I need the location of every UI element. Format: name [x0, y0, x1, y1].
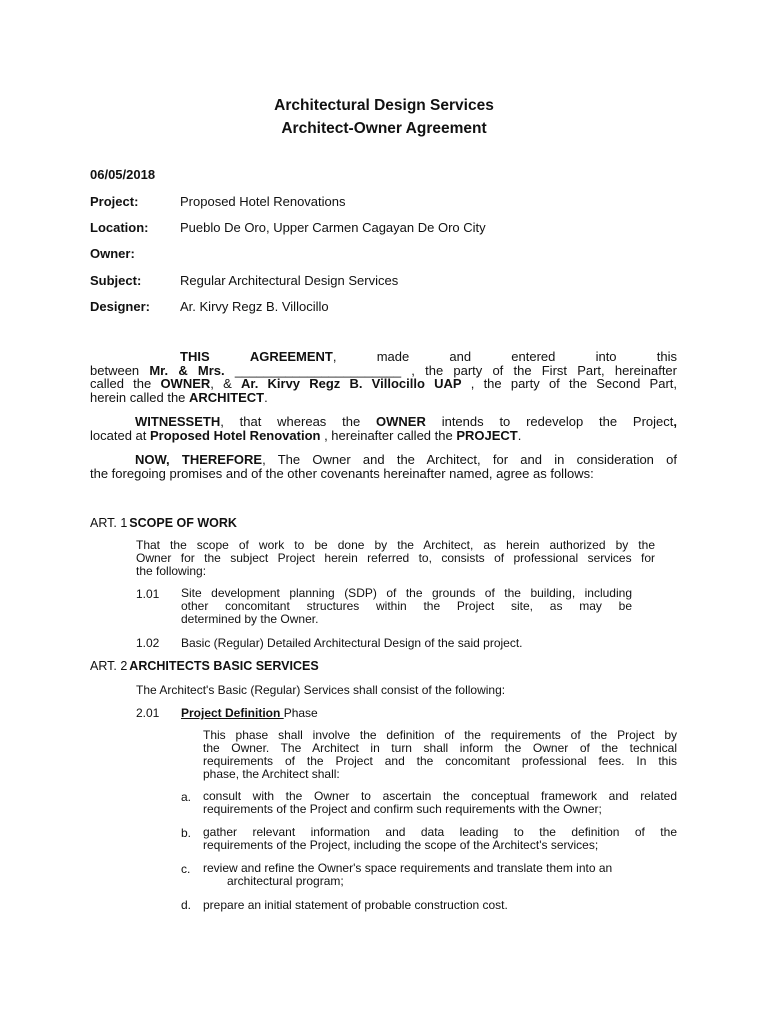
word-entered: entered — [511, 349, 556, 364]
field-value-location: Pueblo De Oro, Upper Carmen Cagayan De Oro City — [180, 220, 486, 235]
therefore-line-1 — [90, 453, 677, 467]
word-made: made — [376, 349, 410, 364]
therefore-paragraph — [90, 453, 677, 480]
project-keyword: PROJECT — [456, 427, 518, 443]
document-title: Architectural Design Services — [274, 97, 494, 114]
field-label-designer: Designer: — [90, 299, 150, 314]
project-name: Proposed Hotel Renovation — [150, 427, 321, 443]
field-label-owner: Owner: — [90, 246, 135, 261]
architect-keyword: ARCHITECT — [189, 389, 265, 405]
text-line: requirements of the Project, including the scope of the Architect's services; — [203, 838, 599, 852]
text-run: , that whereas the — [220, 414, 377, 429]
text-run: between — [90, 362, 150, 378]
text-line: gather relevant information and data leading to the definition of the — [203, 825, 677, 839]
text-line: Site development planning (SDP) of the grounds of the building, including — [181, 586, 632, 600]
list-item-d: prepare an initial statement of probable construction cost. — [203, 898, 508, 912]
agreement-date: 06/05/2018 — [90, 167, 156, 182]
agreement-line-2 — [90, 364, 677, 378]
art1-item-1 — [181, 587, 632, 626]
text-run: . — [517, 427, 522, 443]
text-line: determined by the Owner. — [181, 612, 319, 626]
client-title: Mr. & Mrs. — [149, 362, 225, 378]
field-label-subject: Subject: — [90, 273, 142, 288]
project-definition-intro — [203, 729, 677, 781]
article-number: ART. 1 — [90, 516, 128, 530]
item-number: 2.01 — [136, 706, 160, 720]
witnesseth-line-2 — [90, 429, 677, 443]
text-line: consult with the Owner to ascertain the conceptual framework and related — [203, 789, 677, 803]
witnesseth-line-1 — [90, 415, 677, 429]
field-label-project: Project: — [90, 194, 139, 209]
this-keyword: THIS — [180, 349, 210, 364]
text-line: phase, the Architect shall: — [203, 767, 340, 781]
text-run: herein called the — [90, 389, 190, 405]
document-subtitle: Architect-Owner Agreement — [281, 120, 487, 137]
field-value-subject: Regular Architectural Design Services — [180, 273, 399, 288]
text-run: , The Owner and the Architect, for and in consideration of — [262, 452, 678, 467]
list-item-c — [203, 862, 677, 888]
text-run: _______________________ , the party of the First Part, hereinafter — [224, 362, 677, 378]
list-item-b — [203, 826, 677, 852]
witnesseth-keyword: WITNESSETH — [135, 414, 221, 429]
agreement-line-1 — [90, 350, 677, 364]
word-into: into — [595, 349, 617, 364]
list-letter: b. — [181, 826, 192, 840]
text-run: , hereinafter called the — [320, 427, 457, 443]
article-title: ARCHITECTS BASIC SERVICES — [129, 659, 319, 673]
phase-title: Project Definition — [181, 706, 284, 720]
item-number: 1.01 — [136, 587, 160, 601]
list-letter: a. — [181, 790, 192, 804]
field-value-project: Proposed Hotel Renovations — [180, 194, 346, 209]
text-line: This phase shall involve the definition of the requirements of the Project by — [203, 728, 677, 742]
agreement-line-4 — [90, 391, 677, 405]
list-letter: d. — [181, 898, 192, 912]
therefore-line-2: the foregoing promises and of the other covenants hereinafter named, agree as follows: — [90, 465, 594, 481]
text-run: , the party of the Second Part, — [461, 376, 677, 391]
project-definition-heading — [181, 706, 318, 720]
art1-item-2: Basic (Regular) Detailed Architectural Design of the said project. — [181, 636, 523, 650]
field-value-designer: Ar. Kirvy Regz B. Villocillo — [180, 299, 329, 314]
word-and: and — [449, 349, 472, 364]
comma: , — [332, 349, 337, 364]
art1-heading — [90, 516, 237, 530]
witnesseth-paragraph — [90, 415, 677, 442]
owner-keyword: OWNER — [376, 414, 426, 429]
item-number: 1.02 — [136, 636, 160, 650]
text-line: the following: — [136, 564, 207, 578]
art2-intro: The Architect's Basic (Regular) Services shall consist of the following: — [136, 683, 506, 697]
owner-keyword: OWNER — [160, 376, 211, 391]
article-title: SCOPE OF WORK — [129, 516, 237, 530]
now-therefore-keyword: NOW, THEREFORE — [135, 452, 263, 467]
text-line: architectural program; — [227, 874, 344, 888]
text-line: requirements of the Project and confirm such requirements with the Owner; — [203, 802, 602, 816]
list-item-a — [203, 790, 677, 816]
text-run: . — [264, 389, 268, 405]
agreement-line-3 — [90, 377, 677, 391]
architect-name: Ar. Kirvy Regz B. Villocillo UAP — [240, 376, 462, 391]
text-run: called the — [90, 376, 161, 391]
text-line: That the scope of work to be done by the Architect, as herein authorized by the — [136, 538, 655, 552]
text-line: requirements of the Project and the concomitant professional fees. In this — [203, 754, 677, 768]
agreement-paragraph — [90, 350, 677, 404]
text-run: , — [673, 414, 678, 429]
field-label-location: Location: — [90, 220, 149, 235]
list-letter: c. — [181, 862, 191, 876]
text-run: , & — [210, 376, 241, 391]
text-line: the Owner. The Architect in turn shall inform the Owner of the technical — [203, 741, 677, 755]
art1-intro — [136, 539, 655, 578]
text-line: Owner for the subject Project herein referred to, consists of professional services for — [136, 551, 655, 565]
article-number: ART. 2 — [90, 659, 128, 673]
agreement-keyword: AGREEMENT — [249, 349, 333, 364]
art2-heading — [90, 659, 319, 673]
text-run: Phase — [283, 706, 318, 720]
text-line: other concomitant structures within the Project site, as may be — [181, 599, 632, 613]
text-line: review and refine the Owner's space requirements and translate them into an — [203, 861, 613, 875]
word-this: this — [656, 349, 677, 364]
text-run: intends to redevelop the Project — [425, 414, 674, 429]
text-run: located at — [90, 427, 150, 443]
